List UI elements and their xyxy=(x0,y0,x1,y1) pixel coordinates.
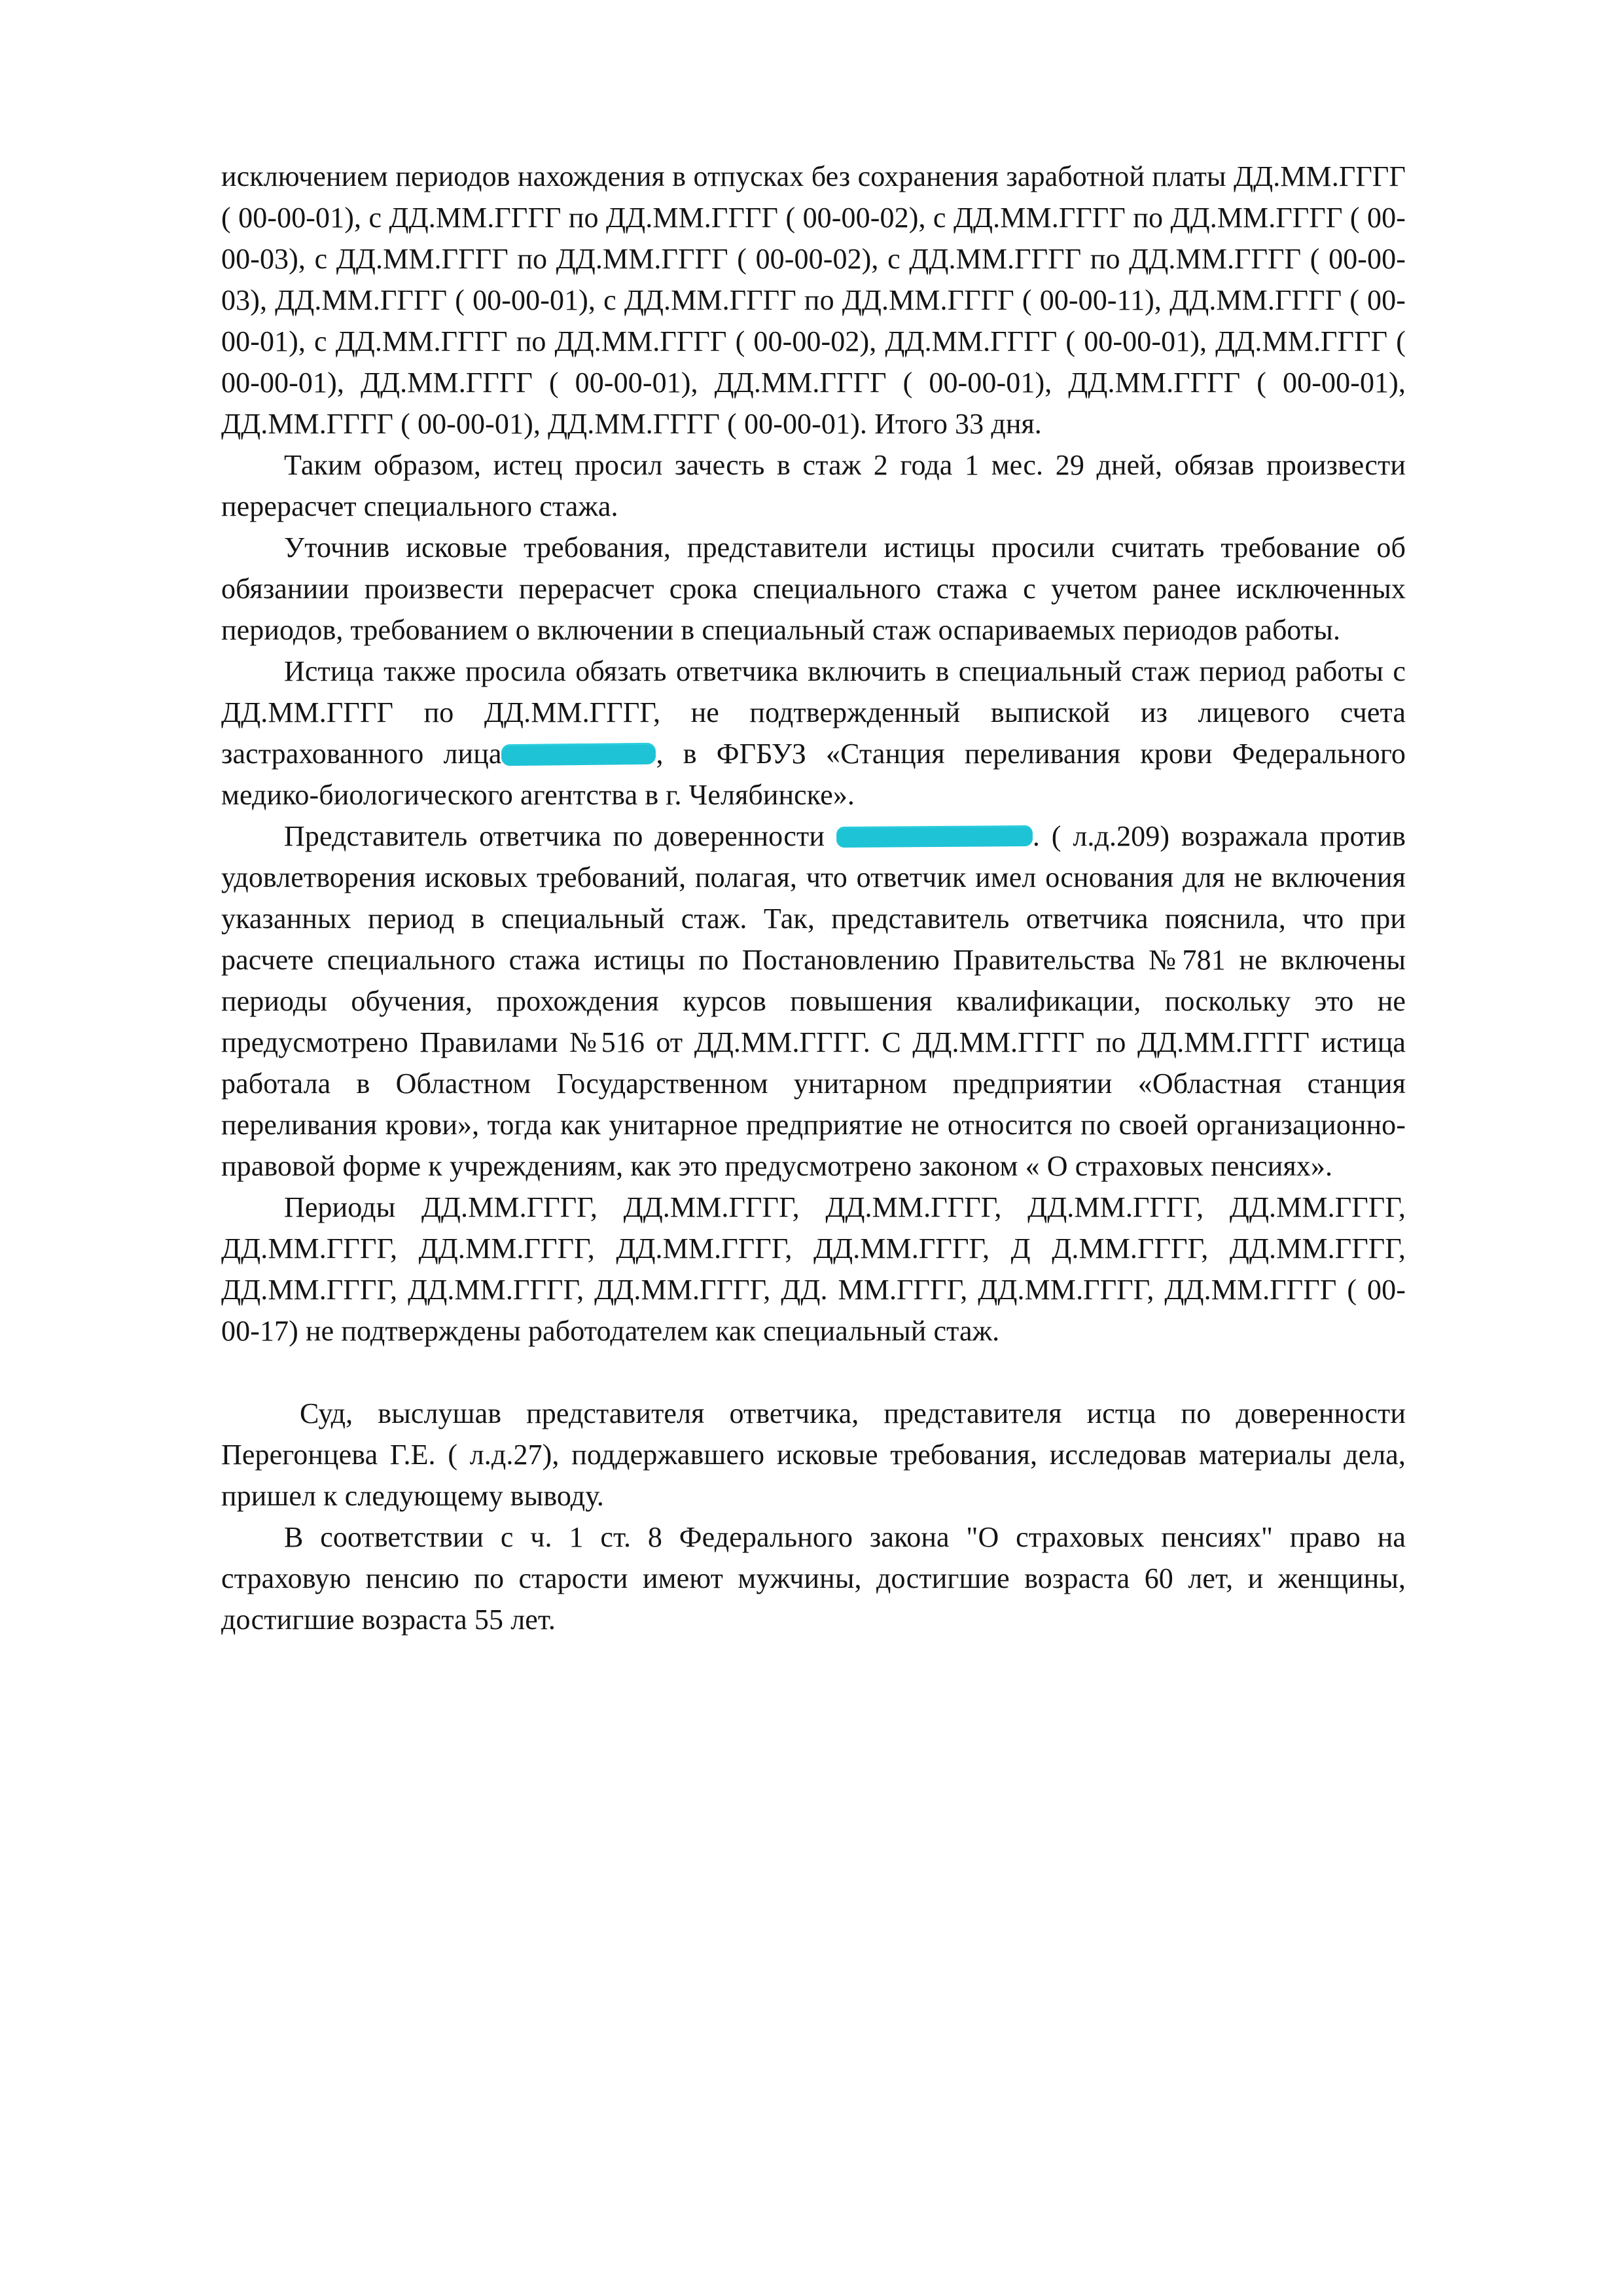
paragraph-unconfirmed-periods: Периоды ДД.ММ.ГГГГ, ДД.ММ.ГГГГ, ДД.ММ.ГГГГ, ДД.ММ.ГГГГ, ДД.ММ.ГГГГ, ДД.ММ.ГГГГ, ДД.ММ.ГГГГ, ДД.ММ.ГГГГ, ДД.ММ.ГГГГ, Д Д.ММ.ГГГГ, ДД.ММ.ГГГГ, ДД.ММ.ГГГГ, ДД.ММ.ГГГГ, ДД.ММ.ГГГГ, ДД. ММ.ГГГГ, ДД.ММ.ГГГГ, ДД.ММ.ГГГГ ( 00-00-17) не подтверждены работодателем как специальный стаж. xyxy=(221,1191,1406,1347)
redaction-mark-1 xyxy=(501,745,656,763)
paragraph-defendant-representative xyxy=(221,816,1406,1187)
paragraph-clarified-claims: Уточнив исковые требования, представители истицы просили считать требование об обязаниии произвести перерасчет срока специального стажа с учетом ранее исключенных периодов, требованием о включении в специальный стаж оспариваемых периодов работы. xyxy=(221,531,1406,646)
document-text-body xyxy=(221,156,1406,1640)
redaction-mark-2 xyxy=(836,827,1033,844)
paragraph-court-findings: Суд, выслушав представителя ответчика, представителя истца по доверенности Перегонцева Г.Е. ( л.д.27), поддержавшего исковые требования, исследовав материалы дела, пришел к следующему выводу. xyxy=(221,1397,1406,1512)
paragraph-plaintiff-request xyxy=(221,651,1406,816)
paragraph-defendant-representative-text-before: Представитель ответчика по доверенности xyxy=(284,820,825,852)
paragraph-defendant-representative-text-after: . ( л.д.209) возражала против удовлетворения исковых требований, полагая, что ответчик имел основания для не включения указанных период в специальный стаж. Так, представитель ответчика пояснила, что при расчете специального стажа истицы по Постановлению Правительства №781 не включены периоды обучения, прохождения курсов повышения квалификации, поскольку это не предусмотрено Правилами №516 от ДД.ММ.ГГГГ. С ДД.ММ.ГГГГ по ДД.ММ.ГГГГ истица работала в Областном Государственном унитарном предприятии «Областная станция переливания крови», тогда как унитарное предприятие не относится по своей организационно- правовой форме к учреждениям, как это предусмотрено законом « О страховых пенсиях». xyxy=(221,820,1406,1182)
paragraph-law-reference: В соответствии с ч. 1 ст. 8 Федерального закона "О страховых пенсиях" право на страховую пенсию по старости имеют мужчины, достигшие возраста 60 лет, и женщины, достигшие возраста 55 лет. xyxy=(221,1521,1406,1636)
paragraph-spacer xyxy=(221,1352,1406,1393)
paragraph-plaintiff-request-text-before: Истица также просила обязать ответчика включить в специальный стаж период работы с ДД.ММ.ГГГГ по ДД.ММ.ГГГГ, не подтвержденный выпиской из лицевого счета застрахованного лица xyxy=(221,655,1406,770)
paragraph-plaintiff-request-text-after: , в ФГБУЗ «Станция переливания крови Федерального медико-биологического агентства в г. Челябинске». xyxy=(221,738,1406,811)
paragraph-periods-excluded: исключением периодов нахождения в отпусках без сохранения заработной платы ДД.ММ.ГГГГ ( 00-00-01), с ДД.ММ.ГГГГ по ДД.ММ.ГГГГ ( 00-00-02), с ДД.ММ.ГГГГ по ДД.ММ.ГГГГ ( 00-00-03), с ДД.ММ.ГГГГ по ДД.ММ.ГГГГ ( 00-00-02), с ДД.ММ.ГГГГ по ДД.ММ.ГГГГ ( 00-00-03), ДД.ММ.ГГГГ ( 00-00-01), с ДД.ММ.ГГГГ по ДД.ММ.ГГГГ ( 00-00-11), ДД.ММ.ГГГГ ( 00-00-01), с ДД.ММ.ГГГГ по ДД.ММ.ГГГГ ( 00-00-02), ДД.ММ.ГГГГ ( 00-00-01), ДД.ММ.ГГГГ ( 00-00-01), ДД.ММ.ГГГГ ( 00-00-01), ДД.ММ.ГГГГ ( 00-00-01), ДД.ММ.ГГГГ ( 00-00-01), ДД.ММ.ГГГГ ( 00-00-01), ДД.ММ.ГГГГ ( 00-00-01). Итого 33 дня. xyxy=(221,160,1406,440)
paragraph-claim-summary: Таким образом, истец просил зачесть в стаж 2 года 1 мес. 29 дней, обязав произвести перерасчет специального стажа. xyxy=(221,449,1406,522)
